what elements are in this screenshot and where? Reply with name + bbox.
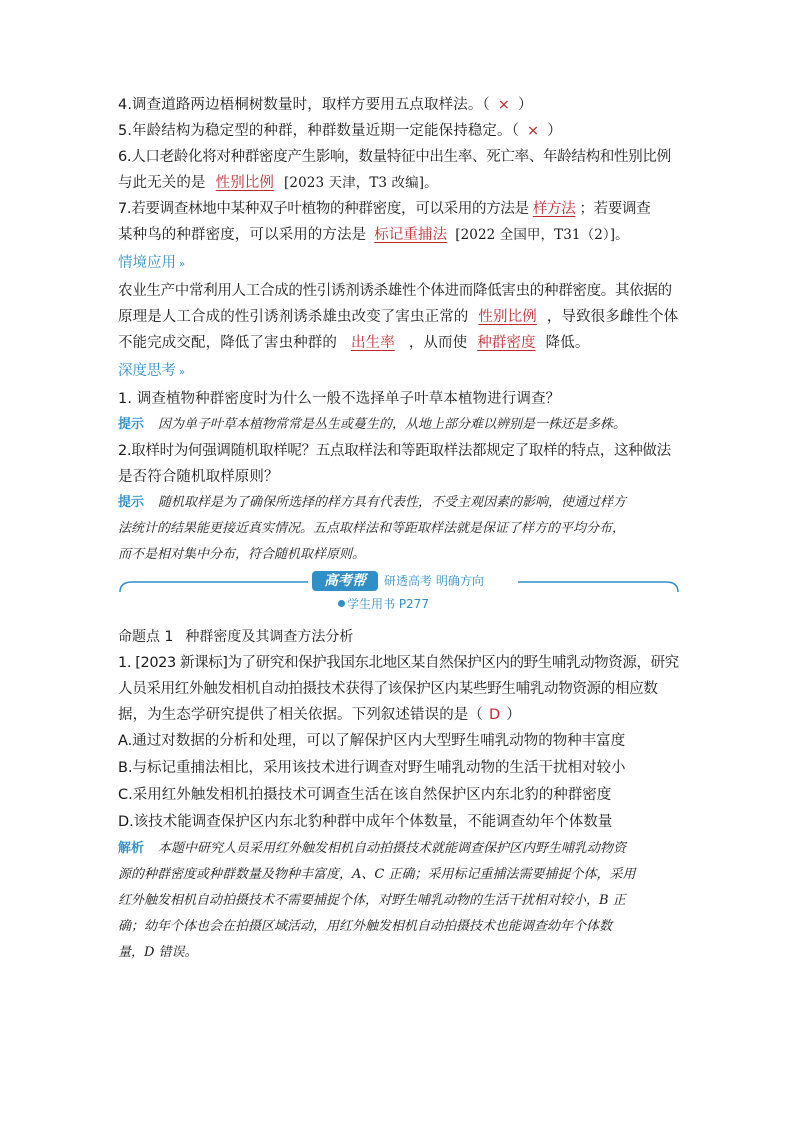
answer-blank: 样方法: [532, 201, 576, 217]
gaokao-logo: 高考帮: [312, 571, 378, 591]
answer-blank: 性别比例: [215, 175, 275, 191]
double-chevron-icon: »: [179, 367, 186, 378]
topic-heading: 命题点 1 种群密度及其调查方法分析: [118, 629, 354, 645]
hint-2: 提示 随机取样是为了确保所选择的样方具有代表性，不受主观因素的影响，使通过样方 法统计的结果能更接近真实情况。五点取样法和等距取样法就是保证了样方的平均分布， 而不是相对集中分布，符合随机取样原则。: [118, 495, 627, 562]
analysis: 解析 本题中研究人员采用红外触发相机自动拍摄技术就能调查保护区内野生哺乳动物资 源的种群密度或种群数量及物种丰富度，A、C 正确；采用标记重捕法需要捕捉个体，采用 红外触发相机自动拍摄技术不需要捕捉个体，对野生哺乳动物的生活干扰相对较小，B 正 确；幼年个体也会在拍摄区域活动，用红外触发相机自动拍摄技术也能调查幼年个体数 量，D 错误。: [118, 841, 636, 960]
option-c: C.采用红外触发相机拍摄技术可调查生活在该自然保护区内东北豹的种群密度: [118, 787, 612, 803]
answer-blank: 出生率: [351, 335, 395, 351]
hint-label: 提示: [118, 495, 145, 510]
answer-blank: 种群密度: [477, 335, 536, 351]
review-item-4: 4.调查道路两边梧桐树数量时，取样方要用五点取样法。（ × ）: [118, 97, 533, 113]
review-item-5: 5.年龄结构为稳定型的种群，种群数量近期一定能保持稳定。（ × ）: [118, 123, 562, 139]
citation: [2023 天津，T3 改编]。: [284, 175, 438, 191]
question-line-2: 人员采用红外触发相机自动拍摄技术获得了该保护区内某些野生哺乳动物资源的相应数: [118, 681, 658, 697]
review-item-6-line2: 与此无关的是 性别比例 [2023 天津，T3 改编]。: [118, 175, 438, 191]
double-chevron-icon: »: [179, 259, 186, 270]
citation: [2022 全国甲，T31（2）]。: [455, 227, 629, 243]
deep-question-1: 1. 调查植物种群密度时为什么一般不选择单子叶草本植物进行调查？: [118, 391, 561, 407]
deep-question-2-line1: 2.取样时为何强调随机取样呢？五点取样法和等距取样法都规定了取样的特点，这种做法: [118, 443, 671, 459]
hint-1: 提示 因为单子叶草本植物常常是丛生或蔓生的，从地上部分难以辨别是一株还是多株。: [118, 417, 627, 432]
wrong-mark: ×: [526, 123, 540, 139]
question-line-1: 1. [2023 新课标]为了研究和保护我国东北地区某自然保护区内的野生哺乳动物资源，研究: [118, 655, 679, 671]
review-item-7-line1: 7.若要调查林地中某种双子叶植物的种群密度，可以采用的方法是 样方法 ；若要调查: [118, 201, 651, 217]
document-body: [118, 92, 679, 966]
question-line-3: 据，为生态学研究提供了相关依据。下列叙述错误的是（ D ）: [118, 707, 521, 723]
deep-question-2-line2: 是否符合随机取样原则？: [118, 469, 279, 485]
context-line-3: 不能完成交配，降低了害虫种群的 出生率 ，从而使 种群密度 降低。: [118, 335, 590, 351]
answer-blank: 标记重捕法: [374, 227, 448, 243]
answer-choice: D: [489, 707, 501, 723]
hint-label: 提示: [118, 417, 145, 432]
wrong-mark: ×: [497, 97, 511, 113]
option-b: B.与标记重捕法相比，采用该技术进行调查对野生哺乳动物的生活干扰相对较小: [118, 760, 626, 776]
answer-blank: 性别比例: [478, 309, 537, 325]
option-d: D.该技术能调查保护区内东北豹种群中成年个体数量，不能调查幼年个体数量: [118, 814, 613, 830]
review-item-7-line2: 某种鸟的种群密度，可以采用的方法是 标记重捕法 [2022 全国甲，T31（2）]。: [118, 227, 629, 243]
context-line-1: 农业生产中常利用人工合成的性引诱剂诱杀雄性个体进而降低害虫的种群密度。其依据的: [118, 283, 672, 299]
section-heading-context: 情境应用 »: [118, 255, 186, 271]
student-book-ref: 学生用书 P277: [338, 595, 429, 613]
gaokao-banner: [118, 570, 676, 624]
section-heading-deep: 深度思考 »: [118, 363, 186, 379]
bullet-icon: [338, 600, 345, 607]
review-item-6-line1: 6.人口老龄化将对种群密度产生影响，数量特征中出生率、死亡率、年龄结构和性别比例: [118, 149, 671, 165]
context-line-2: 原理是人工合成的性引诱剂诱杀雄虫改变了害虫正常的 性别比例 ，导致很多雌性个体: [118, 309, 679, 325]
banner-slogan: 研透高考 明确方向: [384, 574, 484, 588]
analysis-label: 解析: [118, 841, 145, 856]
option-a: A.通过对数据的分析和处理，可以了解保护区内大型野生哺乳动物的物种丰富度: [118, 733, 626, 749]
